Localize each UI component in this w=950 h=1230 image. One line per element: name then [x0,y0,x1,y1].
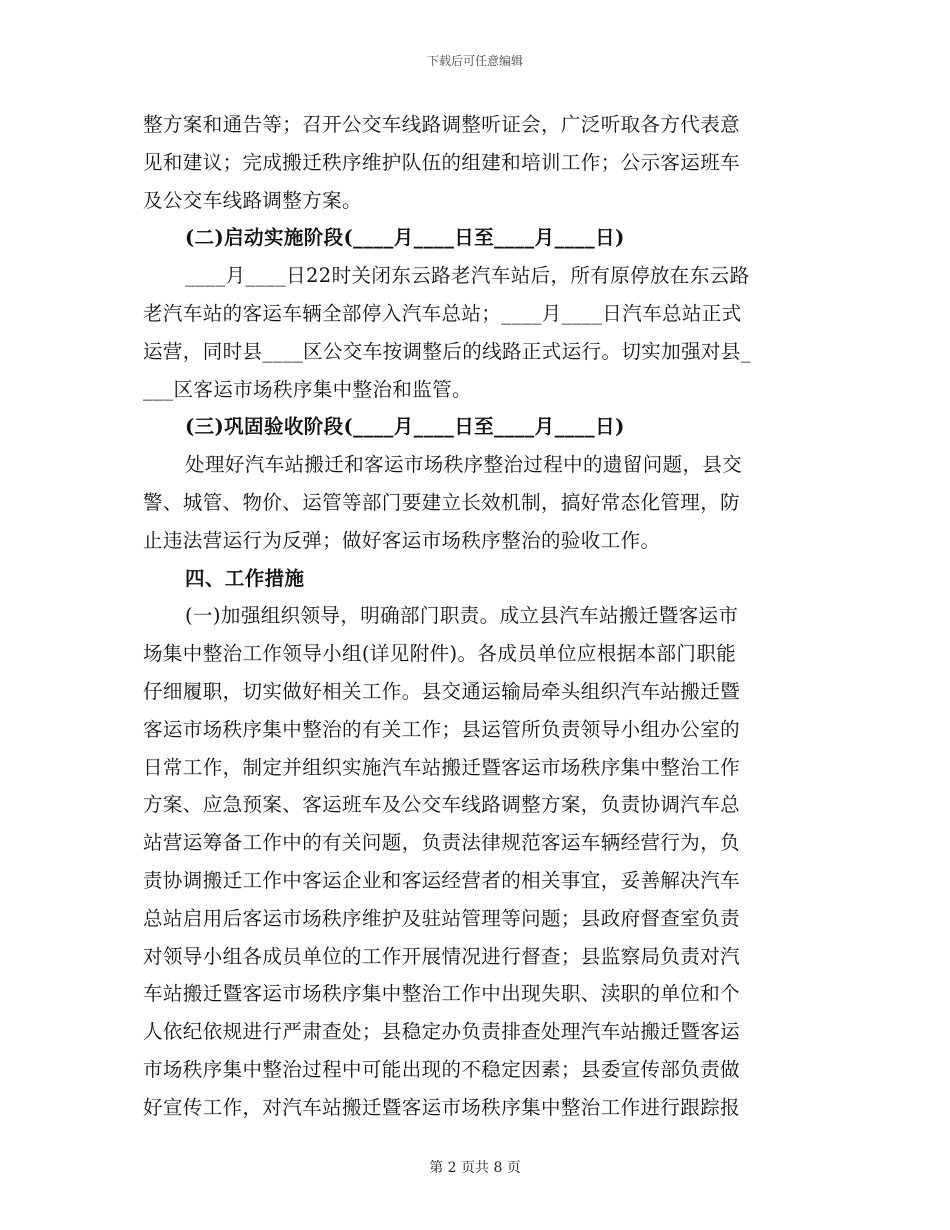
paragraph-line: 好宣传工作，对汽车站搬迁暨客运市场秩序集中整治工作进行跟踪报 [143,1095,741,1119]
paragraph-line: 站营运筹备工作中的有关问题，负责法律规范客运车辆经营行为，负 [143,831,741,855]
paragraph-line: 见和建议；完成搬迁秩序维护队伍的组建和培训工作；公示客运班车 [143,150,741,174]
paragraph-line: 老汽车站的客运车辆全部停入汽车总站；____月____日汽车总站正式 [143,301,742,325]
document-body [143,106,803,1127]
paragraph-line: ___区客运市场秩序集中整治和监管。 [143,377,472,401]
paragraph-line: 及公交车线路调整方案。 [143,188,362,212]
page-header: 下载后可任意编辑 [426,54,523,68]
paragraph-line: ____月____日22时关闭东云路老汽车站后，所有原停放在东云路 [185,264,750,288]
page-footer: 第 2 页共 8 页 [429,1160,521,1176]
paragraph-line: 整方案和通告等；召开公交车线路调整听证会，广泛听取各方代表意 [143,113,741,136]
paragraph-line: 车站搬迁暨客运市场秩序集中整治工作中出现失职、渎职的单位和个 [143,982,741,1006]
section-heading: (三)巩固验收阶段(____月____日至____月____日) [185,415,625,439]
paragraph-line: 责协调搬迁工作中客运企业和客运经营者的相关事宜，妥善解决汽车 [143,868,741,892]
paragraph-line: 运营，同时县____区公交车按调整后的线路正式运行。切实加强对县_ [143,339,751,363]
paragraph-line: 警、城管、物价、运管等部门要建立长效机制，搞好常态化管理，防 [143,490,741,514]
paragraph-line: (一)加强组织领导，明确部门职责。成立县汽车站搬迁暨客运市 [185,604,739,628]
paragraph-line: 处理好汽车站搬迁和客运市场秩序整治过程中的遗留问题，县交 [185,453,743,477]
paragraph-line: 仔细履职，切实做好相关工作。县交通运输局牵头组织汽车站搬迁暨 [143,679,741,703]
paragraph-line: 人依纪依规进行严肃查处；县稳定办负责排查处理汽车站搬迁暨客运 [143,1020,741,1044]
paragraph-line: 日常工作，制定并组织实施汽车站搬迁暨客运市场秩序集中整治工作 [143,755,741,779]
section-heading: 四、工作措施 [185,566,305,590]
paragraph-line: 场集中整治工作领导小组(详见附件)。各成员单位应根据本部门职能 [143,642,737,666]
paragraph-line: 市场秩序集中整治过程中可能出现的不稳定因素；县委宣传部负责做 [143,1057,741,1081]
paragraph-line: 客运市场秩序集中整治的有关工作；县运管所负责领导小组办公室的 [143,717,741,741]
paragraph-line: 总站启用后客运市场秩序维护及驻站管理等问题；县政府督查室负责 [143,906,741,930]
paragraph-line: 止违法营运行为反弹；做好客运市场秩序整治的验收工作。 [143,528,661,552]
section-heading: (二)启动实施阶段(____月____日至____月____日) [185,226,625,250]
paragraph-line: 方案、应急预案、客运班车及公交车线路调整方案，负责协调汽车总 [143,793,741,817]
paragraph-line: 对领导小组各成员单位的工作开展情况进行督查；县监察局负责对汽 [143,944,741,968]
